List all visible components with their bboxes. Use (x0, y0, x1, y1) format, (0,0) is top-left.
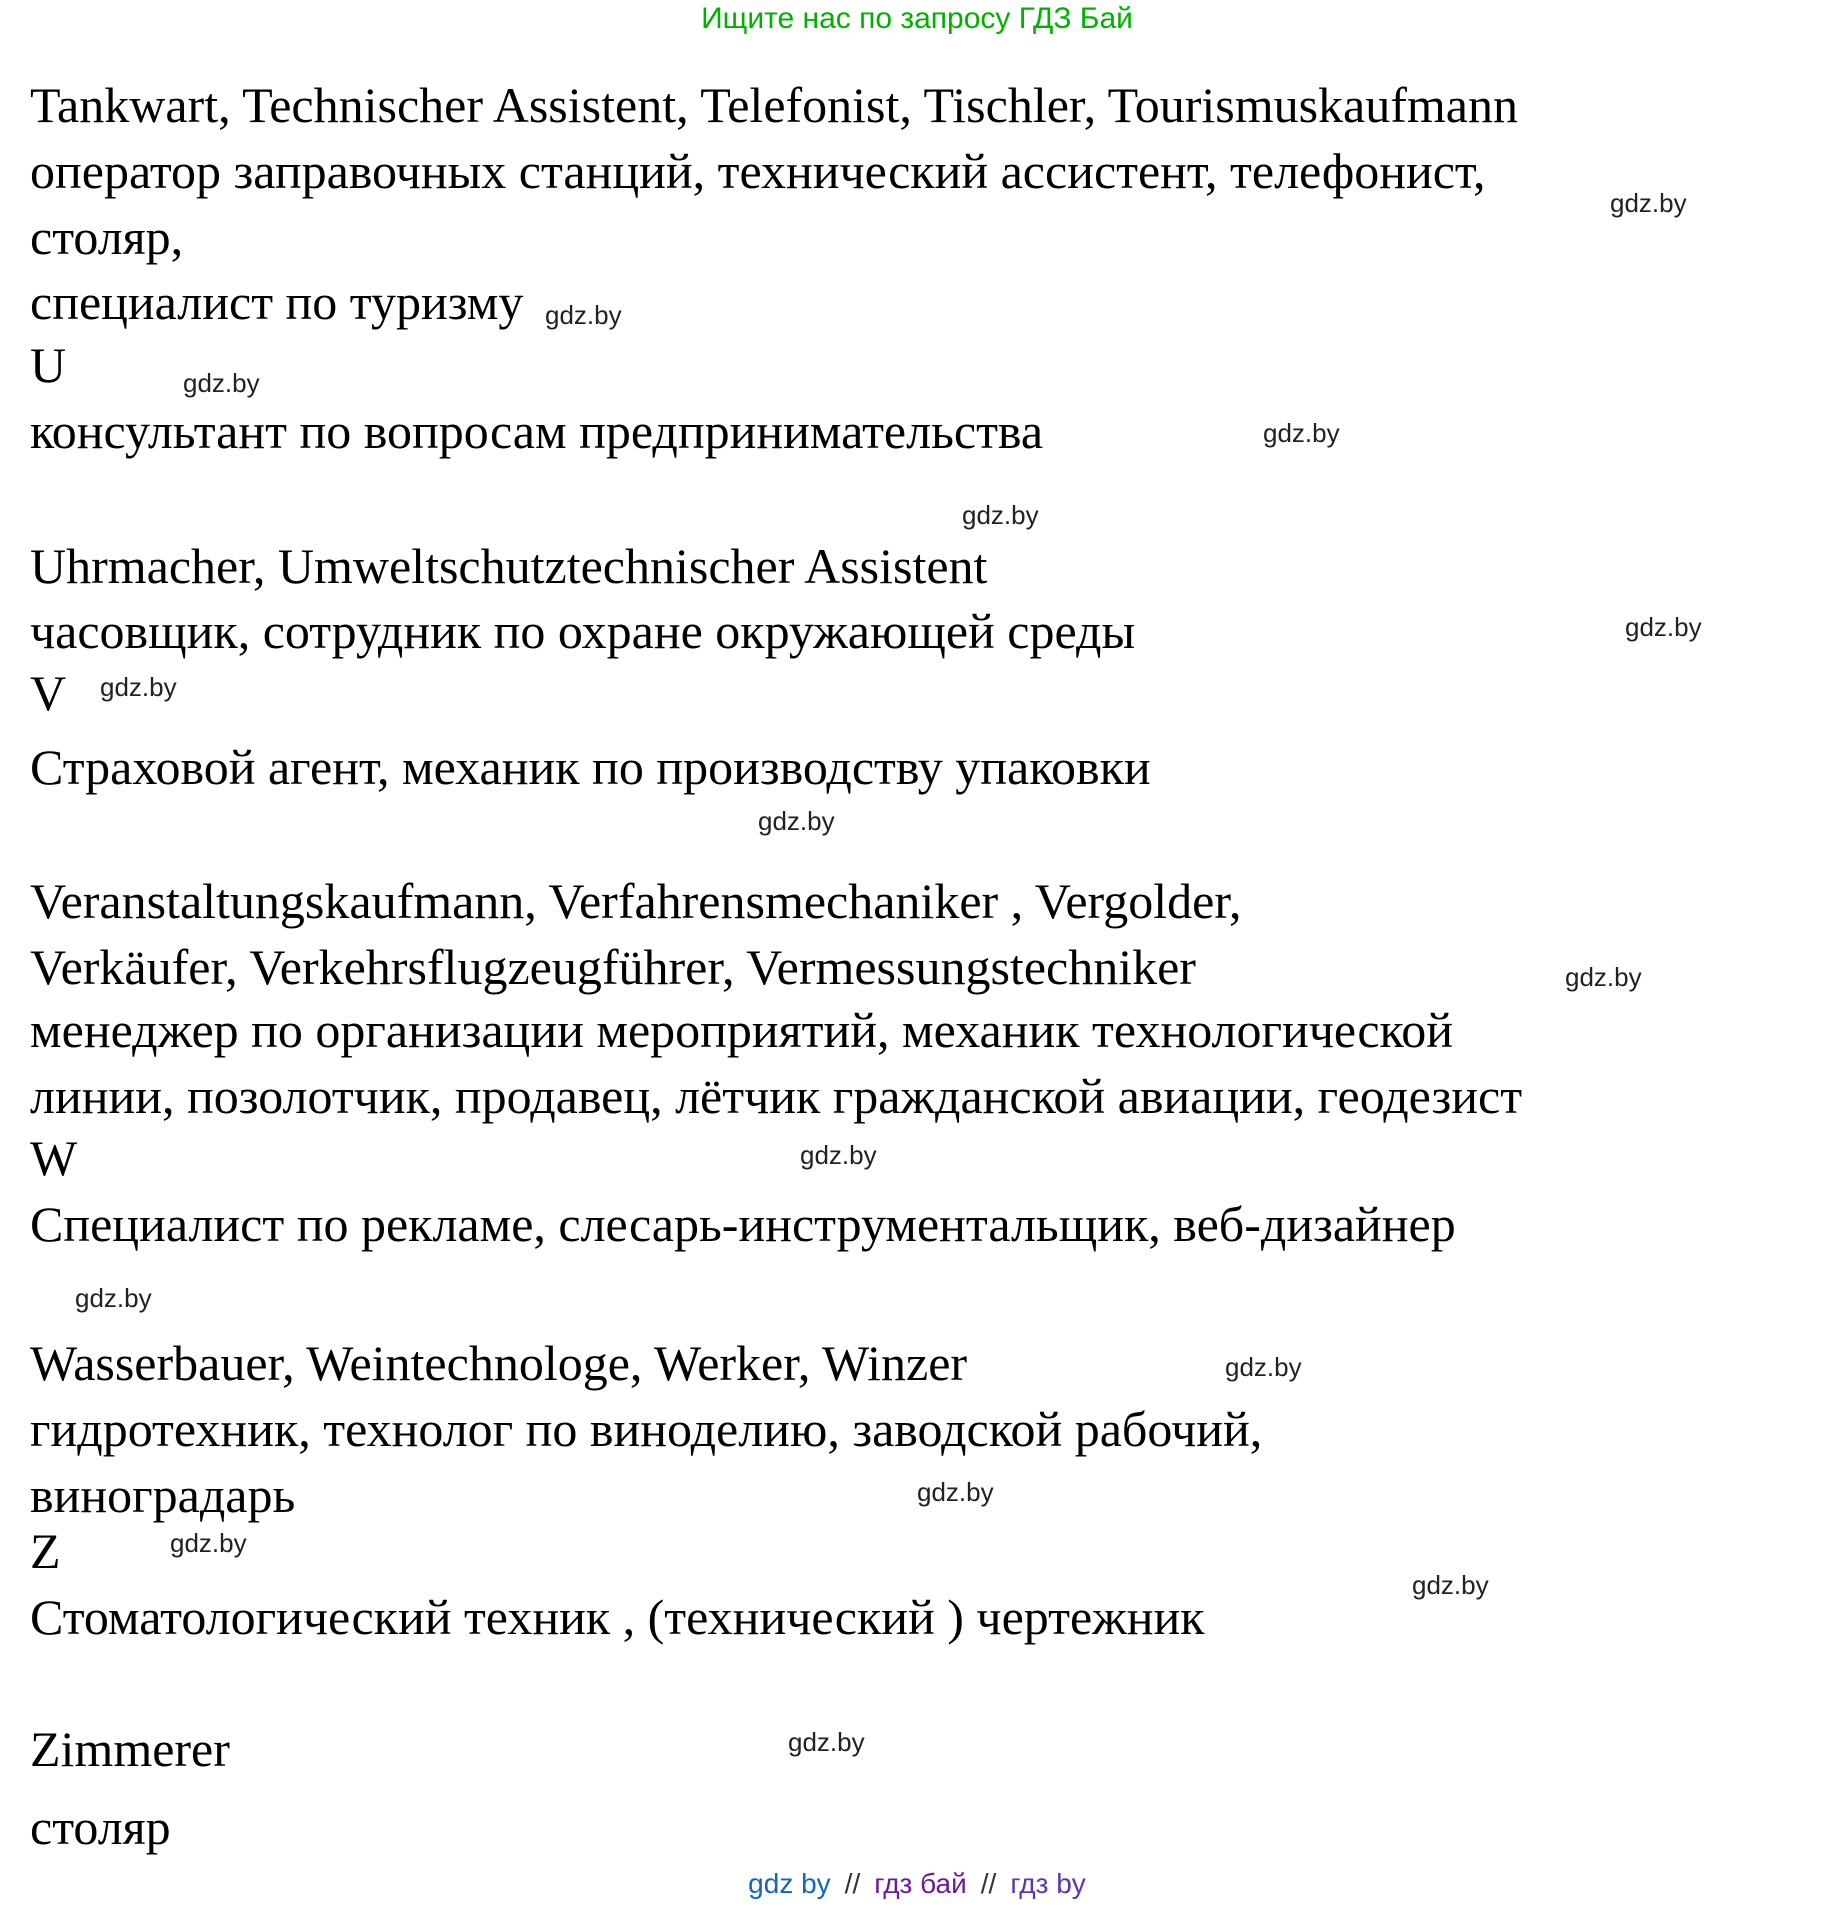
watermark-gdzby-7: gdz.by (100, 672, 177, 702)
section-letter-z: Z (30, 1523, 61, 1579)
watermark-gdzby-8: gdz.by (758, 806, 835, 836)
section-letter-w: W (30, 1130, 78, 1186)
text-line-turizm: специалист по туризму (30, 274, 524, 330)
text-line-chasovshchik: часовщик, сотрудник по охране окружающей среды (30, 603, 1136, 659)
footer-seg-gdzby-latin-2: гдз by (1010, 1868, 1086, 1899)
text-line-stolyar-comma: столяр, (30, 209, 184, 265)
text-line-operator: оператор заправочных станций, технический ассистент, телефонист, (30, 143, 1486, 199)
text-line-menedzher: менеджер по организации мероприятий, механик технологической (30, 1002, 1454, 1058)
watermark-gdzby-16: gdz.by (788, 1727, 865, 1757)
watermark-gdzby-5: gdz.by (962, 500, 1039, 530)
text-line-reklama: Специалист по рекламе, слесарь-инструментальщик, веб-дизайнер (30, 1196, 1456, 1252)
promo-header: Ищите нас по запросу ГДЗ Бай (701, 2, 1133, 35)
watermark-gdzby-11: gdz.by (75, 1283, 152, 1313)
watermark-gdzby-1: gdz.by (1610, 188, 1687, 218)
watermark-gdzby-12: gdz.by (1225, 1352, 1302, 1382)
text-line-stolyar: столяр (30, 1799, 171, 1855)
watermark-gdzby-2: gdz.by (545, 300, 622, 330)
text-line-uhrmacher: Uhrmacher, Umweltschutztechnischer Assistent (30, 538, 988, 594)
text-line-zimmerer: Zimmerer (30, 1721, 230, 1777)
watermark-gdzby-6: gdz.by (1625, 612, 1702, 642)
section-letter-v: V (30, 665, 67, 721)
text-line-wasserbauer: Wasserbauer, Weintechnologe, Werker, Winzer (30, 1335, 968, 1391)
text-line-gidrotekhnik: гидротехник, технолог по виноделию, заводской рабочий, (30, 1401, 1263, 1457)
text-line-tankwart: Tankwart, Technischer Assistent, Telefonist, Tischler, Tourismuskaufmann (30, 77, 1518, 133)
watermark-gdzby-4: gdz.by (1263, 418, 1340, 448)
watermark-gdzby-10: gdz.by (800, 1140, 877, 1170)
text-line-veranstaltung: Veranstaltungskaufmann, Verfahrensmechaniker , Vergolder, (30, 873, 1242, 929)
footer-seg-gdzby-latin-1: gdz by (748, 1868, 831, 1899)
section-letter-u: U (30, 337, 67, 393)
watermark-gdzby-3: gdz.by (183, 368, 260, 398)
text-line-konsultant: консультант по вопросам предпринимательства (30, 403, 1044, 459)
footer-watermark (0, 1868, 1834, 1900)
watermark-gdzby-13: gdz.by (917, 1477, 994, 1507)
footer-separator-1: // (844, 1868, 861, 1899)
text-line-vinogradar: виноградарь (30, 1467, 296, 1523)
text-line-verkaufer: Verkäufer, Verkehrsflugzeugführer, Vermessungstechniker (30, 939, 1196, 995)
watermark-gdzby-9: gdz.by (1565, 962, 1642, 992)
watermark-gdzby-14: gdz.by (170, 1528, 247, 1558)
text-line-stomatolog: Стоматологический техник , (технический ) чертежник (30, 1589, 1205, 1645)
watermark-gdzby-15: gdz.by (1412, 1570, 1489, 1600)
text-line-strakhovoy: Страховой агент, механик по производству упаковки (30, 739, 1151, 795)
footer-separator-2: // (980, 1868, 997, 1899)
footer-seg-gdzbay-cyrillic: гдз бай (874, 1868, 967, 1899)
text-line-linii: линии, позолотчик, продавец, лётчик гражданской авиации, геодезист (30, 1068, 1523, 1124)
